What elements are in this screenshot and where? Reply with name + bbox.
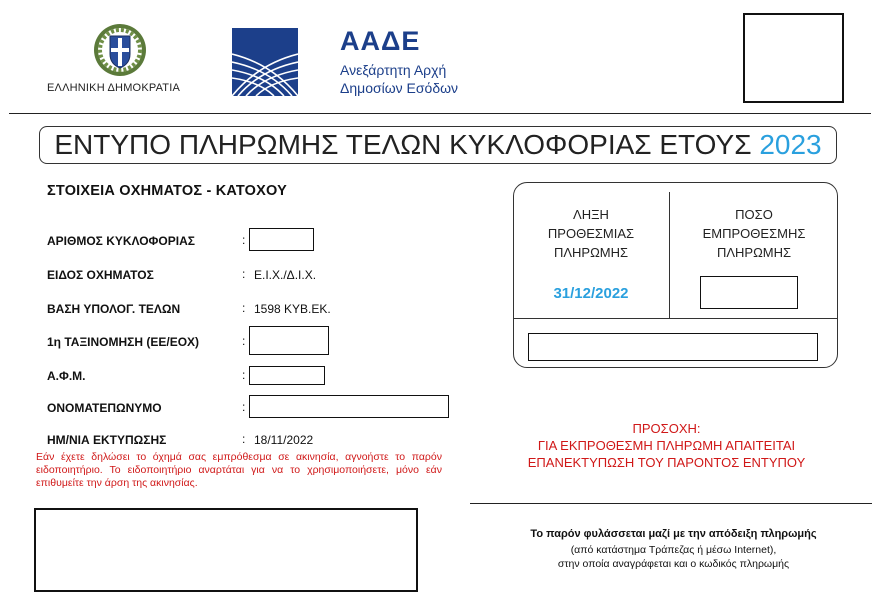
header-divider <box>9 113 871 114</box>
document-title <box>39 126 837 164</box>
deadline-label-line3: ΠΛΗΡΩΜΗΣ <box>553 245 629 260</box>
footer-divider <box>470 503 872 504</box>
plate-label: ΑΡΙΘΜΟΣ ΚΥΚΛΟΦΟΡΙΑΣ <box>47 234 195 248</box>
plate-number-field <box>249 228 314 251</box>
photo-placeholder-box <box>743 13 844 103</box>
footer-line2: (από κατάστημα Τράπεζας ή μέσω Internet), <box>570 544 777 556</box>
full-name-colon: : <box>242 400 246 414</box>
footer-line3: στην οποία αναγράφεται και ο κωδικός πληρωμής <box>557 558 790 570</box>
payment-code-field <box>528 333 818 361</box>
amount-label-line2: ΕΜΠΡΟΘΕΣΜΗΣ <box>702 226 806 241</box>
print-date-colon: : <box>242 432 246 446</box>
amount-label-line1: ΠΟΣΟ <box>735 207 773 222</box>
deadline-label-line2: ΠΡΟΘΕΣΜΙΑΣ <box>547 226 635 241</box>
print-date-value: 18/11/2022 <box>254 433 314 447</box>
footer-line1: Το παρόν φυλάσσεται μαζί με την απόδειξη πληρωμής <box>530 528 817 540</box>
aade-logo-icon <box>232 28 298 96</box>
warning-line2: ΓΙΑ ΕΚΠΡΟΘΕΣΜΗ ΠΛΗΡΩΜΗ ΑΠΑΙΤΕΙΤΑΙ <box>537 438 796 453</box>
fee-basis-label: ΒΑΣΗ ΥΠΟΛΟΓ. ΤΕΛΩΝ <box>47 302 181 316</box>
barcode-box <box>34 508 418 592</box>
aade-subtitle-line1: Ανεξάρτητη Αρχή <box>340 62 447 78</box>
amount-field <box>700 276 798 309</box>
fee-basis-colon: : <box>242 301 246 315</box>
warning-line3: ΕΠΑΝΕΚΤΥΠΩΣΗ ΤΟΥ ΠΑΡΟΝΤΟΣ ΕΝΤΥΠΟΥ <box>527 455 806 470</box>
amount-label <box>673 205 835 262</box>
first-registration-colon: : <box>242 334 246 348</box>
immobilization-note: Εάν έχετε δηλώσει το όχημά σας εμπρόθεσμα σε ακινησία, αγνοήστε το παρόν ειδοποιητήριο. Το ειδοποιητήριο αναρτάται για να το χρησιμοποιήσετε, μόνο εάν επιθυμείτε την άρση της ακινησίας. <box>36 451 442 489</box>
afm-field <box>249 366 325 385</box>
aade-brand-title: ΑΑΔΕ <box>340 26 421 56</box>
aade-subtitle-line2: Δημοσίων Εσόδων <box>340 80 459 96</box>
full-name-label: ΟΝΟΜΑΤΕΠΩΝΥΜΟ <box>47 401 162 415</box>
document-title-year: 2023 <box>759 129 822 160</box>
section-title: ΣΤΟΙΧΕΙΑ ΟΧΗΜΑΤΟΣ - ΚΑΤΟΧΟΥ <box>47 183 287 199</box>
plate-colon: : <box>242 233 246 247</box>
afm-label: Α.Φ.Μ. <box>47 369 86 383</box>
warning-line1: ΠΡΟΣΟΧΗ: <box>632 421 701 436</box>
amount-label-line3: ΠΛΗΡΩΜΗΣ <box>716 245 792 260</box>
deadline-label-line1: ΛΗΞΗ <box>573 207 609 222</box>
deadline-date: 31/12/2022 <box>553 285 629 302</box>
government-label: ΕΛΛΗΝΙΚΗ ΔΗΜΟΚΡΑΤΙΑ <box>47 82 181 94</box>
print-date-label: ΗΜ/ΝΙΑ ΕΚΤΥΠΩΣΗΣ <box>47 433 167 447</box>
panel-divider <box>669 192 670 318</box>
greek-emblem-icon <box>92 22 148 80</box>
afm-colon: : <box>242 368 246 382</box>
late-payment-warning <box>490 420 843 471</box>
vehicle-type-colon: : <box>242 267 246 281</box>
fee-basis-value: 1598 ΚΥΒ.ΕΚ. <box>254 302 331 316</box>
first-registration-field <box>249 326 329 355</box>
document-title-text: ΕΝΤΥΠΟ ΠΛΗΡΩΜΗΣ ΤΕΛΩΝ ΚΥΚΛΟΦΟΡΙΑΣ ΕΤΟΥΣ <box>54 129 752 160</box>
vehicle-type-value: Ε.Ι.Χ./Δ.Ι.Χ. <box>254 268 317 282</box>
first-registration-label: 1η ΤΑΞΙΝΟΜΗΣΗ (ΕΕ/ΕΟΧ) <box>47 335 200 349</box>
panel-horizontal-divider <box>513 318 838 319</box>
vehicle-type-label: ΕΙΔΟΣ ΟΧΗΜΑΤΟΣ <box>47 268 154 282</box>
full-name-field <box>249 395 449 418</box>
deadline-label <box>518 205 664 262</box>
